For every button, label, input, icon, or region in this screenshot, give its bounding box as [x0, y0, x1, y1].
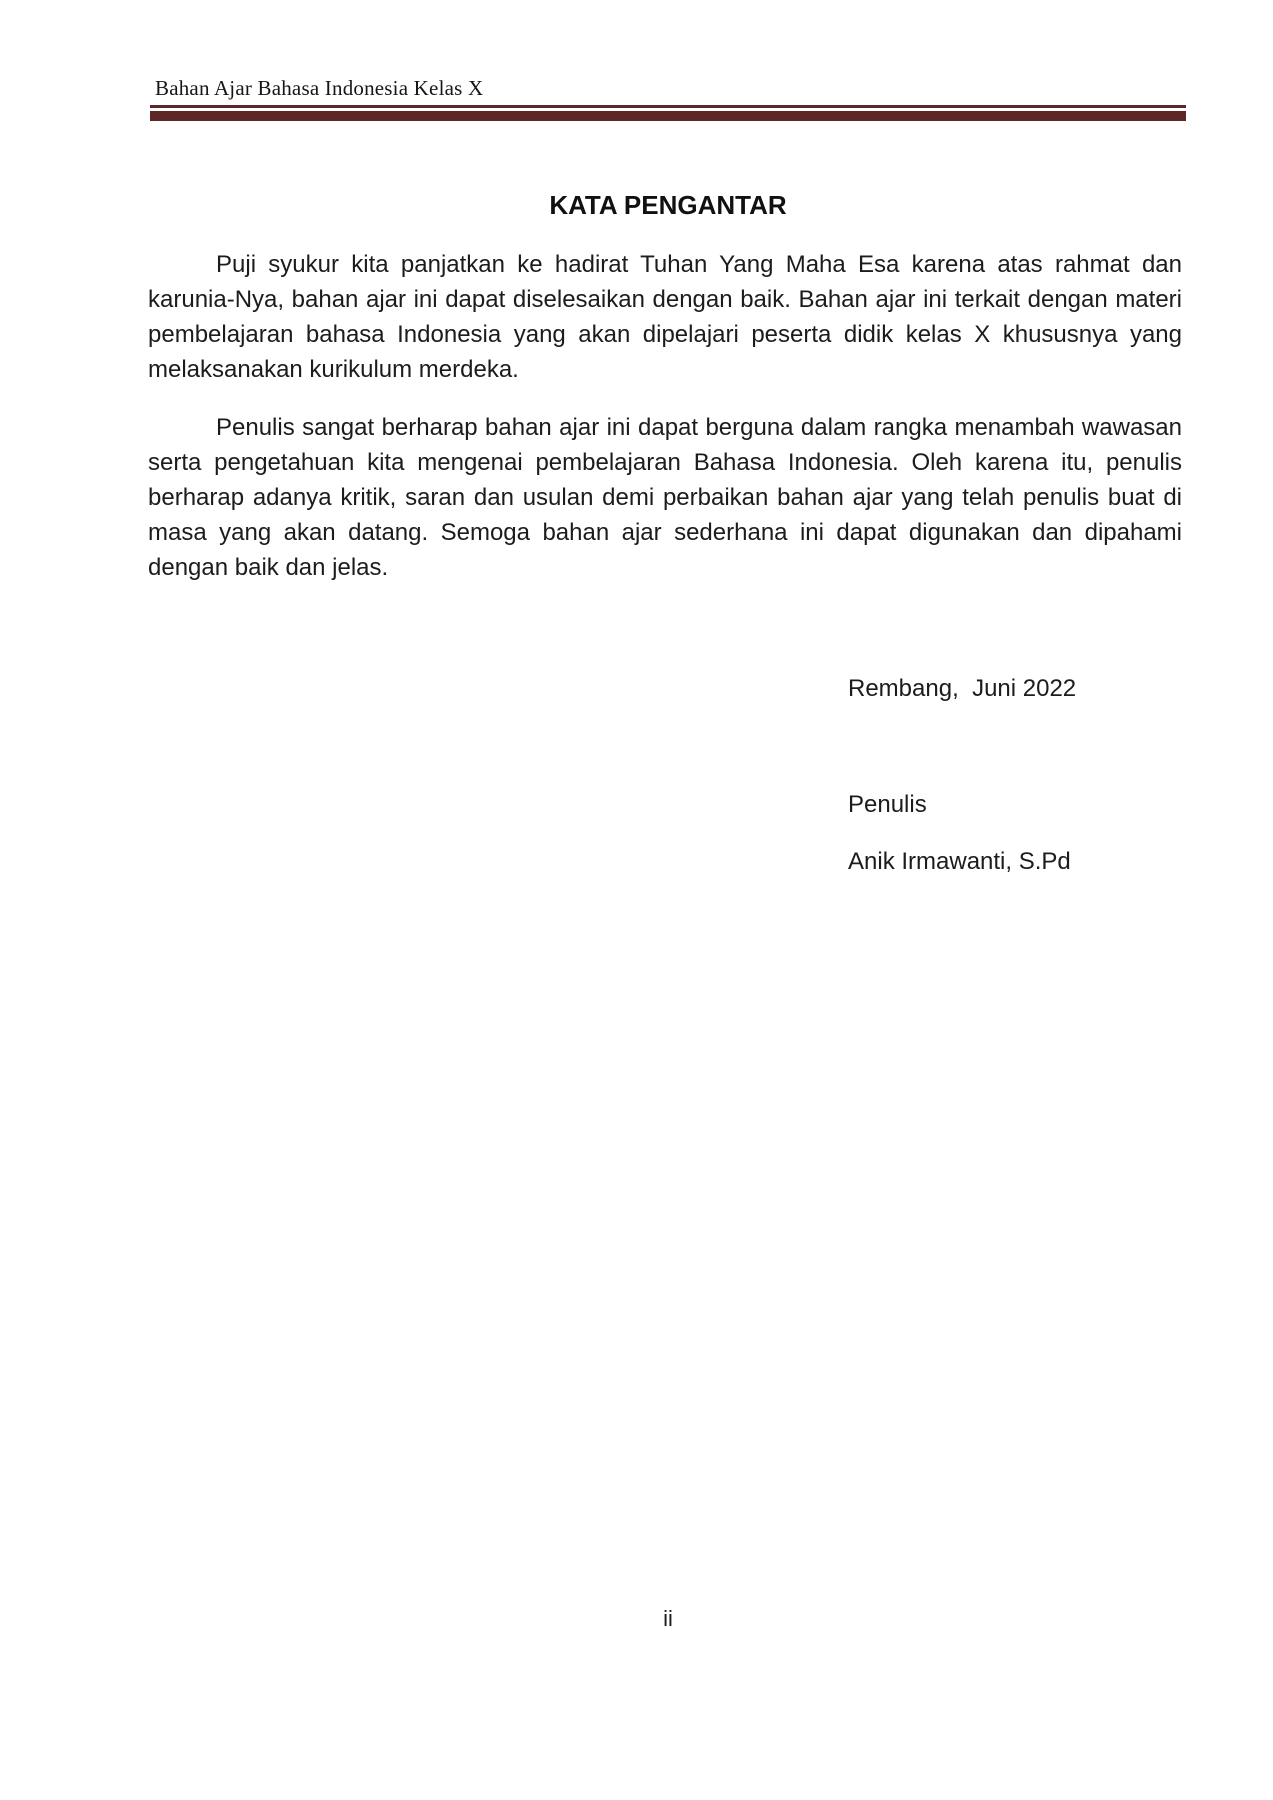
page-title: KATA PENGANTAR	[549, 190, 787, 220]
paragraph-2: Penulis sangat berharap bahan ajar ini dapat berguna dalam rangka menambah wawasan serta pengetahuan kita mengenai pembelajaran Bahasa Indonesia. Oleh karena itu, penulis berharap adanya kritik, saran dan usulan demi perbaikan bahan ajar yang telah penulis buat di masa yang akan datang. Semoga bahan ajar sederhana ini dapat digunakan dan dipahami dengan baik dan jelas.	[148, 414, 1182, 581]
page-number: ii	[663, 1606, 673, 1631]
paragraph-1: Puji syukur kita panjatkan ke hadirat Tuhan Yang Maha Esa karena atas rahmat dan karunia-Nya, bahan ajar ini dapat diselesaikan dengan baik. Bahan ajar ini terkait dengan materi pembelajaran bahasa Indonesia yang akan dipelajari peserta didik kelas X khususnya yang melaksanakan kurikulum merdeka.	[148, 251, 1182, 383]
running-header: Bahan Ajar Bahasa Indonesia Kelas X	[155, 76, 484, 100]
header-rule-thin	[150, 105, 1186, 108]
signature-place-date: Rembang, Juni 2022	[848, 675, 1077, 702]
signature-name: Anik Irmawanti, S.Pd	[848, 848, 1071, 875]
signature-role: Penulis	[848, 791, 927, 818]
header-rule-thick	[150, 111, 1186, 121]
